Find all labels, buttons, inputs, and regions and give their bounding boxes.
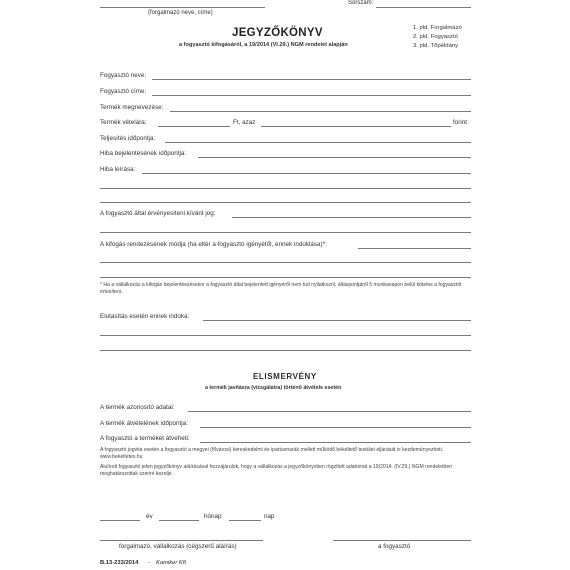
year-label: év <box>146 513 153 520</box>
claimed-right-field[interactable] <box>100 232 471 233</box>
footer-separator: - <box>148 560 150 566</box>
rejection-reason-field[interactable] <box>203 320 471 321</box>
purchase-price-label: Termék vételára: <box>100 119 147 126</box>
page-subtitle: a fogyasztó kifogásáról, a 19/2014 (VI.29.) NGM rendelet alapján <box>179 42 348 48</box>
publisher: Kamiker Kft <box>156 560 186 566</box>
serial-label: Sorszám: <box>348 0 374 6</box>
serial-line[interactable] <box>376 7 471 8</box>
consumer-address-label: Fogyasztó címe: <box>100 88 147 95</box>
consumer-signature-line[interactable] <box>333 540 471 541</box>
settlement-method-field[interactable] <box>358 248 471 249</box>
year-field[interactable] <box>100 520 140 521</box>
footnote: * Ha a vállalkozás a kifogás bejelentkezésekor a fogyasztó által bejelentett igényéről nem tud nyilatkozni, álláspontjáról 5 munkanapon belül köteles a fogyasztót értesíteni. <box>100 282 462 296</box>
dispute-notice: A fogyasztó jogvita esetén a fogyasztó a megyei (fővárosi) kereskedelmi és iparkamarák mellett működő békéltető testület eljárását is kezdeményezheti. www.bekeltetes.hu <box>100 447 444 461</box>
receipt-date-field[interactable] <box>200 427 471 428</box>
pickup-date-label: A fogyasztó a terméket átveheti: <box>100 435 190 442</box>
receipt-title: ELISMERVÉNY <box>253 372 317 381</box>
settlement-method-label: A kifogás rendezésének módja (ha eltér a fogyasztó igényétől, ennek indoklása)*: <box>100 241 327 248</box>
product-name-field[interactable] <box>170 111 471 112</box>
pickup-date-field[interactable] <box>200 442 471 443</box>
settlement-method-field[interactable] <box>100 262 471 263</box>
consumer-name-label: Fogyasztó neve: <box>100 72 147 79</box>
month-field[interactable] <box>159 520 199 521</box>
month-label: hónap <box>204 513 222 520</box>
form-code: B.13-233/2014 <box>100 560 139 566</box>
defect-description-field[interactable] <box>142 173 471 174</box>
defect-report-date-field[interactable] <box>198 157 471 158</box>
distributor-line[interactable] <box>100 7 265 8</box>
delivery-date-label: Teljesítés időpontja: <box>100 135 156 142</box>
consumer-address-field[interactable] <box>152 95 471 96</box>
price-ft-label: Ft, azaz <box>233 119 256 126</box>
claimed-right-field[interactable] <box>232 217 471 218</box>
receipt-date-label: A termék átvételének időpontja: <box>100 420 188 427</box>
claimed-right-label: A fogyasztó által érvényesíteni kívánt jog: <box>100 210 216 217</box>
day-field[interactable] <box>229 520 261 521</box>
defect-report-date-label: Hiba bejelentésének időpontja: <box>100 150 187 157</box>
copy-list <box>413 24 462 51</box>
defect-description-label: Hiba leírása: <box>100 166 136 173</box>
distributor-caption: (forgalmazó neve, címe) <box>148 10 213 16</box>
rejection-reason-field[interactable] <box>100 335 471 336</box>
price-forint-label: forint <box>453 119 467 126</box>
product-name-label: Termék megnevezése: <box>100 104 164 111</box>
product-id-field[interactable] <box>188 411 471 412</box>
defect-description-field[interactable] <box>100 202 471 203</box>
rejection-reason-label: Elutasítás esetén ennek indoka: <box>100 313 190 320</box>
purchase-price-field[interactable] <box>158 126 230 127</box>
receipt-subtitle: a termék javításra (vizsgálatra) történő átvétele esetén <box>205 385 342 391</box>
page-title: JEGYZŐKÖNYV <box>232 27 323 39</box>
copy-item: 3. pld. Tőpéldány <box>413 43 459 49</box>
consumer-signature-label: a fogyasztó <box>378 543 411 550</box>
settlement-method-field[interactable] <box>100 277 471 278</box>
consumer-name-field[interactable] <box>152 79 471 80</box>
defect-description-field[interactable] <box>100 188 471 189</box>
distributor-signature-line[interactable] <box>100 540 263 541</box>
price-words-field[interactable] <box>261 126 451 127</box>
copy-item: 2. pld. Fogyasztó <box>413 34 458 40</box>
product-id-label: A termék azonosító adatai: <box>100 404 175 411</box>
consent-notice: Alulírott fogyasztó jelen jegyzőkönyv aláírásával hozzájárulok, hogy a vállalkozás a jegyzőkönyvben rögzített adatomat a 19/2014. (IV.29.) NGM rendeletben meghatározottak szerint kezelje. <box>100 464 453 478</box>
delivery-date-field[interactable] <box>165 142 471 143</box>
copy-item: 1. pld. Forgalmazó <box>413 25 462 31</box>
day-label: nap <box>264 513 275 520</box>
distributor-signature-label: forgalmazó, vállalkozás (cégszerű aláírás) <box>119 543 237 550</box>
rejection-reason-field[interactable] <box>100 350 471 351</box>
